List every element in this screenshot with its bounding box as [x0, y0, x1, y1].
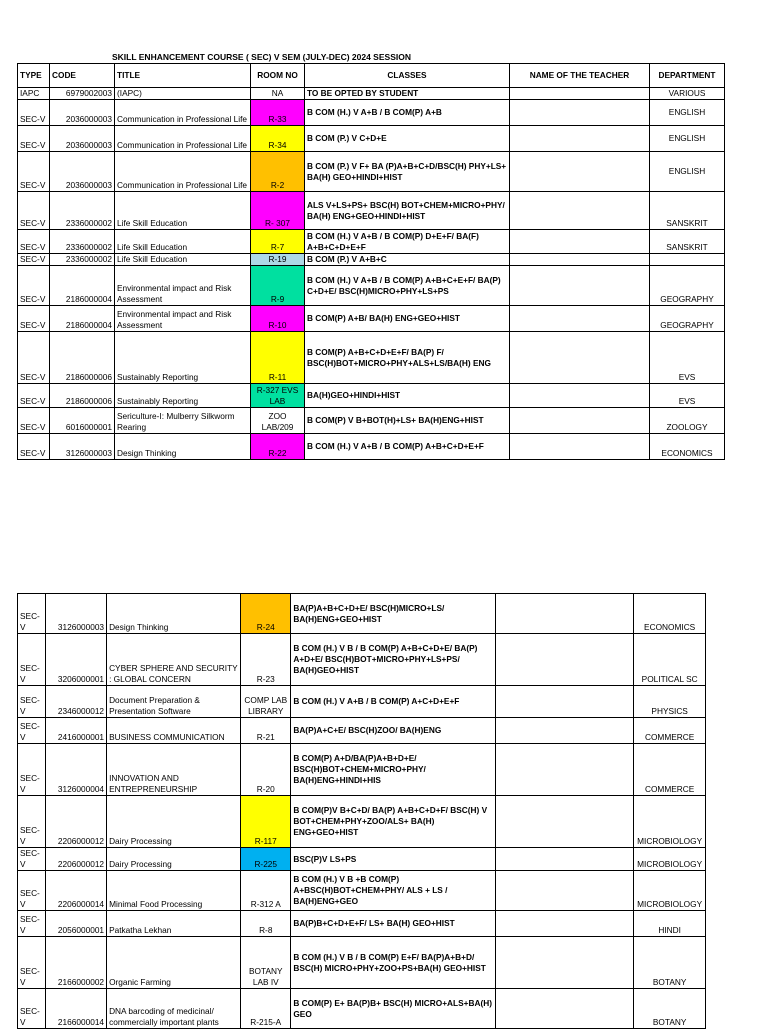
cell-classes: BA(H)GEO+HINDI+HIST — [305, 384, 510, 408]
cell-title: Minimal Food Processing — [107, 871, 241, 911]
table-row — [18, 126, 725, 152]
cell-title: Life Skill Education — [115, 230, 251, 254]
cell-room: R-327 EVS LAB — [251, 384, 305, 408]
cell-department: SANSKRIT — [650, 192, 725, 230]
table-row — [18, 871, 706, 911]
cell-type: SEC-V — [18, 100, 50, 126]
cell-room: R-24 — [241, 594, 291, 634]
cell-department: MICROBIOLOGY — [634, 796, 706, 848]
cell-type: SEC-V — [18, 230, 50, 254]
cell-type: SEC-V — [18, 408, 50, 434]
cell-code: 2036000003 — [50, 100, 115, 126]
cell-department: ZOOLOGY — [650, 408, 725, 434]
cell-code: 2036000003 — [50, 152, 115, 192]
cell-classes: B COM (H.) V A+B / B COM(P) D+E+F/ BA(F) A+B+C+D+E+F — [305, 230, 510, 254]
cell-title: Organic Farming — [107, 937, 241, 989]
table-row — [18, 634, 706, 686]
cell-code: 2186000006 — [50, 384, 115, 408]
cell-teacher — [510, 126, 650, 152]
table-row — [18, 848, 706, 871]
cell-department: ENGLISH — [650, 126, 725, 152]
cell-department: GEOGRAPHY — [650, 266, 725, 306]
cell-room: R-34 — [251, 126, 305, 152]
header-department: DEPARTMENT — [650, 64, 725, 88]
table-row — [18, 152, 725, 192]
table-row — [18, 306, 725, 332]
cell-code: 3126000003 — [50, 434, 115, 460]
cell-code: 2206000012 — [45, 796, 106, 848]
header-title: TITLE — [115, 64, 251, 88]
cell-teacher — [510, 408, 650, 434]
cell-code: 2166000002 — [45, 937, 106, 989]
cell-code: 3126000003 — [45, 594, 106, 634]
cell-teacher — [510, 88, 650, 100]
cell-teacher — [510, 192, 650, 230]
cell-code: 3206000001 — [45, 634, 106, 686]
cell-teacher — [496, 871, 634, 911]
cell-code: 2416000001 — [45, 718, 106, 744]
cell-type: SEC-V — [18, 911, 46, 937]
cell-department: POLITICAL SC — [634, 634, 706, 686]
cell-classes: BSC(P)V LS+PS — [291, 848, 496, 871]
cell-classes: B COM(P)V B+C+D/ BA(P) A+B+C+D+F/ BSC(H) V BOT+CHEM+PHY+ZOO/ALS+ BA(H) ENG+GEO+HIST — [291, 796, 496, 848]
cell-teacher — [496, 937, 634, 989]
cell-code: 2206000014 — [45, 871, 106, 911]
cell-department: BOTANY — [634, 937, 706, 989]
cell-title: Design Thinking — [107, 594, 241, 634]
cell-code: 2336000002 — [50, 254, 115, 266]
cell-teacher — [510, 266, 650, 306]
table-1-body — [18, 88, 725, 460]
cell-type: IAPC — [18, 88, 50, 100]
cell-title: Communication in Professional Life — [115, 100, 251, 126]
cell-code: 2056000001 — [45, 911, 106, 937]
cell-teacher — [510, 306, 650, 332]
cell-title: Life Skill Education — [115, 254, 251, 266]
cell-room: NA — [251, 88, 305, 100]
cell-department: MICROBIOLOGY — [634, 871, 706, 911]
cell-room: R-33 — [251, 100, 305, 126]
cell-department: SANSKRIT — [650, 230, 725, 254]
table-row — [18, 686, 706, 718]
cell-classes: BA(P)B+C+D+E+F/ LS+ BA(H) GEO+HIST — [291, 911, 496, 937]
cell-type: SEC-V — [18, 744, 46, 796]
cell-teacher — [496, 718, 634, 744]
cell-room: R-312 A — [241, 871, 291, 911]
cell-type: SEC-V — [18, 126, 50, 152]
cell-code: 2186000004 — [50, 266, 115, 306]
cell-title: Communication in Professional Life — [115, 126, 251, 152]
cell-type: SEC-V — [18, 266, 50, 306]
cell-department: HINDI — [634, 911, 706, 937]
table-row — [18, 266, 725, 306]
cell-department: ECONOMICS — [634, 594, 706, 634]
cell-type: SEC-V — [18, 937, 46, 989]
table-row — [18, 230, 725, 254]
cell-classes: B COM(P) A+B+C+D+E+F/ BA(P) F/ BSC(H)BOT+MICRO+PHY+ALS+LS/BA(H) ENG — [305, 332, 510, 384]
cell-code: 6979002003 — [50, 88, 115, 100]
cell-title: CYBER SPHERE AND SECURITY : GLOBAL CONCERN — [107, 634, 241, 686]
cell-room: R-7 — [251, 230, 305, 254]
cell-classes: B COM (H.) V A+B / B COM(P) A+C+D+E+F — [291, 686, 496, 718]
cell-teacher — [496, 989, 634, 1029]
cell-classes: ALS V+LS+PS+ BSC(H) BOT+CHEM+MICRO+PHY/ BA(H) ENG+GEO+HINDI+HIST — [305, 192, 510, 230]
cell-type: SEC-V — [18, 796, 46, 848]
cell-department: ENGLISH — [650, 152, 725, 192]
cell-title: Design Thinking — [115, 434, 251, 460]
cell-room: R-225 — [241, 848, 291, 871]
cell-title: Sericulture-I: Mulberry Silkworm Rearing — [115, 408, 251, 434]
table-row — [18, 408, 725, 434]
cell-room: R-10 — [251, 306, 305, 332]
cell-teacher — [496, 911, 634, 937]
cell-room: R-21 — [241, 718, 291, 744]
sec-table-2 — [17, 593, 706, 1029]
cell-classes: B COM(P) V B+BOT(H)+LS+ BA(H)ENG+HIST — [305, 408, 510, 434]
cell-title: (IAPC) — [115, 88, 251, 100]
header-row — [18, 64, 725, 88]
cell-code: 2036000003 — [50, 126, 115, 152]
table-row — [18, 434, 725, 460]
cell-teacher — [510, 152, 650, 192]
cell-title: Patkatha Lekhan — [107, 911, 241, 937]
table-row — [18, 796, 706, 848]
cell-classes: B COM (P.) V A+B+C — [305, 254, 510, 266]
cell-department: COMMERCE — [634, 718, 706, 744]
cell-code: 2346000012 — [45, 686, 106, 718]
table-row — [18, 911, 706, 937]
cell-classes: TO BE OPTED BY STUDENT — [305, 88, 510, 100]
cell-teacher — [510, 332, 650, 384]
header-code: CODE — [50, 64, 115, 88]
cell-classes: B COM (H.) V B / B COM(P) A+B+C+D+E/ BA(P) A+D+E/ BSC(H)BOT+MICRO+PHY+LS+PS/ BA(H)GEO+HIST — [291, 634, 496, 686]
cell-type: SEC-V — [18, 871, 46, 911]
cell-room: R- 307 — [251, 192, 305, 230]
cell-department: PHYSICS — [634, 686, 706, 718]
cell-teacher — [496, 796, 634, 848]
cell-type: SEC-V — [18, 152, 50, 192]
cell-code: 2206000012 — [45, 848, 106, 871]
table-row — [18, 937, 706, 989]
header-classes: CLASSES — [305, 64, 510, 88]
cell-classes: BA(P)A+C+E/ BSC(H)ZOO/ BA(H)ENG — [291, 718, 496, 744]
table-row — [18, 718, 706, 744]
cell-room: R-8 — [241, 911, 291, 937]
cell-classes: B COM(P) A+D/BA(P)A+B+D+E/ BSC(H)BOT+CHEM+MICRO+PHY/ BA(H)ENG+HINDI+HIS — [291, 744, 496, 796]
table-row — [18, 192, 725, 230]
cell-department: EVS — [650, 332, 725, 384]
cell-teacher — [510, 100, 650, 126]
cell-room: R-11 — [251, 332, 305, 384]
cell-code: 6016000001 — [50, 408, 115, 434]
cell-teacher — [510, 434, 650, 460]
cell-type: SEC-V — [18, 332, 50, 384]
cell-teacher — [496, 848, 634, 871]
cell-classes: B COM (P.) V F+ BA (P)A+B+C+D/BSC(H) PHY+LS+ BA(H) GEO+HINDI+HIST — [305, 152, 510, 192]
cell-classes: B COM (H.) V A+B / B COM(P) A+B+C+D+E+F — [305, 434, 510, 460]
cell-title: Sustainably Reporting — [115, 332, 251, 384]
cell-teacher — [510, 384, 650, 408]
cell-type: SEC-V — [18, 434, 50, 460]
cell-type: SEC-V — [18, 254, 50, 266]
cell-teacher — [496, 686, 634, 718]
cell-teacher — [496, 594, 634, 634]
cell-title: Environmental impact and Risk Assessment — [115, 266, 251, 306]
cell-room: R-215-A — [241, 989, 291, 1029]
cell-room: R-9 — [251, 266, 305, 306]
cell-classes: B COM (P.) V C+D+E — [305, 126, 510, 152]
cell-teacher — [510, 230, 650, 254]
cell-department: EVS — [650, 384, 725, 408]
cell-teacher — [510, 254, 650, 266]
cell-code: 2336000002 — [50, 230, 115, 254]
cell-classes: B COM(P) E+ BA(P)B+ BSC(H) MICRO+ALS+BA(H) GEO — [291, 989, 496, 1029]
cell-teacher — [496, 634, 634, 686]
cell-room: R-117 — [241, 796, 291, 848]
cell-code: 3126000004 — [45, 744, 106, 796]
cell-room: R-23 — [241, 634, 291, 686]
cell-room: R-20 — [241, 744, 291, 796]
cell-code: 2186000004 — [50, 306, 115, 332]
cell-type: SEC-V — [18, 989, 46, 1029]
cell-classes: BA(P)A+B+C+D+E/ BSC(H)MICRO+LS/ BA(H)ENG+GEO+HIST — [291, 594, 496, 634]
cell-classes: B COM (H.) V B +B COM(P) A+BSC(H)BOT+CHEM+PHY/ ALS + LS / BA(H)ENG+GEO — [291, 871, 496, 911]
cell-classes: B COM (H.) V B / B COM(P) E+F/ BA(P)A+B+D/ BSC(H) MICRO+PHY+ZOO+PS+BA(H) GEO+HIST — [291, 937, 496, 989]
cell-code: 2186000006 — [50, 332, 115, 384]
table-row — [18, 989, 706, 1029]
cell-title: BUSINESS COMMUNICATION — [107, 718, 241, 744]
cell-type: SEC-V — [18, 848, 46, 871]
table-row — [18, 594, 706, 634]
cell-room: R-2 — [251, 152, 305, 192]
cell-room: R-19 — [251, 254, 305, 266]
cell-department: MICROBIOLOGY — [634, 848, 706, 871]
header-type: TYPE — [18, 64, 50, 88]
cell-department: ECONOMICS — [650, 434, 725, 460]
header-room: ROOM NO — [251, 64, 305, 88]
cell-department — [650, 254, 725, 266]
table-row — [18, 254, 725, 266]
cell-title: Dairy Processing — [107, 848, 241, 871]
cell-type: SEC-V — [18, 192, 50, 230]
cell-title: Life Skill Education — [115, 192, 251, 230]
cell-title: Document Preparation & Presentation Software — [107, 686, 241, 718]
cell-room: COMP LAB LIBRARY — [241, 686, 291, 718]
header-teacher: NAME OF THE TEACHER — [510, 64, 650, 88]
table-row — [18, 744, 706, 796]
cell-code: 2166000014 — [45, 989, 106, 1029]
cell-type: SEC-V — [18, 306, 50, 332]
cell-title: Environmental impact and Risk Assessment — [115, 306, 251, 332]
table-row — [18, 384, 725, 408]
cell-type: SEC-V — [18, 634, 46, 686]
cell-teacher — [496, 744, 634, 796]
cell-title: Sustainably Reporting — [115, 384, 251, 408]
cell-department: BOTANY — [634, 989, 706, 1029]
cell-department: VARIOUS — [650, 88, 725, 100]
cell-room: R-22 — [251, 434, 305, 460]
cell-classes: B COM(P) A+B/ BA(H) ENG+GEO+HIST — [305, 306, 510, 332]
cell-room: ZOO LAB/209 — [251, 408, 305, 434]
cell-type: SEC-V — [18, 718, 46, 744]
cell-type: SEC-V — [18, 686, 46, 718]
cell-code: 2336000002 — [50, 192, 115, 230]
cell-title: Dairy Processing — [107, 796, 241, 848]
table-row — [18, 100, 725, 126]
cell-room: BOTANY LAB IV — [241, 937, 291, 989]
cell-title: DNA barcoding of medicinal/ commercially important plants — [107, 989, 241, 1029]
table-2-body — [18, 594, 706, 1029]
cell-classes: B COM (H.) V A+B / B COM(P) A+B — [305, 100, 510, 126]
table-row — [18, 88, 725, 100]
cell-department: COMMERCE — [634, 744, 706, 796]
document-title: SKILL ENHANCEMENT COURSE ( SEC) V SEM (JULY-DEC) 2024 SESSION — [112, 52, 411, 62]
cell-title: INNOVATION AND ENTREPRENEURSHIP — [107, 744, 241, 796]
cell-type: SEC-V — [18, 594, 46, 634]
sec-table-1 — [17, 63, 725, 460]
cell-title: Communication in Professional Life — [115, 152, 251, 192]
cell-classes: B COM (H.) V A+B / B COM(P) A+B+C+E+F/ BA(P) C+D+E/ BSC(H)MICRO+PHY+LS+PS — [305, 266, 510, 306]
table-row — [18, 332, 725, 384]
cell-department: ENGLISH — [650, 100, 725, 126]
cell-department: GEOGRAPHY — [650, 306, 725, 332]
cell-type: SEC-V — [18, 384, 50, 408]
